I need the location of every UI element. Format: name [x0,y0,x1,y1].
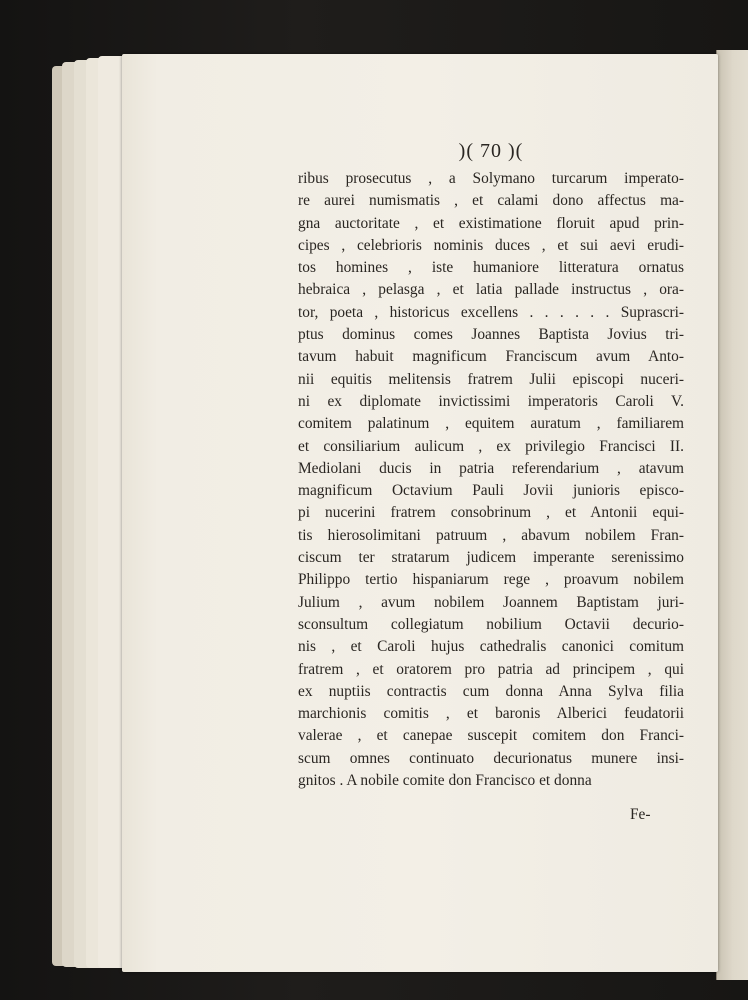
text-line: ex nuptiis contractis cum donna Anna Sylva filia [298,682,684,700]
text-line: Mediolani ducis in patria referendarium , atavum [298,459,684,477]
text-line: pi nucerini fratrem consobrinum , et Antonii equi- [298,504,684,522]
text-line: Philippo tertio hispaniarum rege , proavum nobilem [298,571,684,589]
text-line: tavum habuit magnificum Franciscum avum Anto- [298,348,684,366]
text-line: cipes , celebrioris nominis duces , et sui aevi erudi- [298,236,684,254]
text-line: hebraica , pelasga , et latia pallade instructus , ora- [298,281,684,299]
text-line: ribus prosecutus , a Solymano turcarum imperato- [298,170,684,187]
text-line: comitem palatinum , equitem auratum , familiarem [298,415,684,433]
text-line: gna auctoritate , et existimatione floruit apud prin- [298,214,684,232]
text-line: ptus dominus comes Joannes Baptista Jovius tri- [298,326,684,344]
text-line: re aurei numismatis , et calami dono affectus ma- [298,192,684,210]
text-line: Julium , avum nobilem Joannem Baptistam juri- [298,593,684,611]
text-line: nii equitis melitensis fratrem Julii episcopi nuceri- [298,370,684,388]
text-line: ciscum ter stratarum judicem imperante serenissimo [298,549,684,567]
text-line: marchionis comitis , et baronis Alberici feudatorii [298,705,684,723]
text-lines [298,168,684,792]
page-number: )( 70 )( [458,140,524,162]
text-line: sconsultum collegiatum nobilium Octavii decurio- [298,615,684,633]
text-line: tis hierosolimitani patruum , abavum nobilem Fran- [298,526,684,544]
text-line: ni ex diplomate invictissimi imperatoris Caroli V. [298,392,684,410]
text-line: valerae , et canepae suscepit comitem don Franci- [298,727,684,745]
text-line: tor, poeta , historicus excellens . . . . . . Suprascri- [298,303,684,321]
catchword: Fe- [630,806,651,823]
text-line: gnitos . A nobile comite don Francisco et donna [298,772,592,790]
text-line: fratrem , et oratorem pro patria ad principem , qui [298,660,684,678]
text-line: et consiliarium aulicum , ex privilegio Francisci II. [298,437,684,455]
text-line: tos homines , iste humaniore litteratura ornatus [298,259,684,277]
text-line: scum omnes continuato decurionatus munere insi- [298,749,684,767]
text-line: magnificum Octavium Pauli Jovii junioris episco- [298,482,684,500]
text-line: nis , et Caroli hujus cathedralis canonici comitum [298,638,684,656]
